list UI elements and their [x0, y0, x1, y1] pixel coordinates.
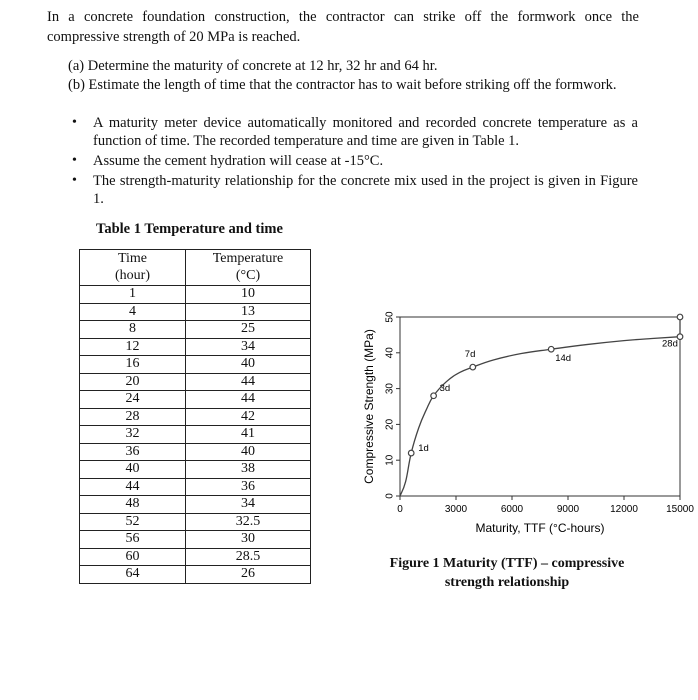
- time-cell: 40: [80, 461, 186, 479]
- data-point-7d: [470, 364, 476, 370]
- temperature-cell: 36: [186, 478, 311, 496]
- y-tick-label: 20: [384, 418, 396, 430]
- table-row: [80, 408, 311, 426]
- temperature-cell: 42: [186, 408, 311, 426]
- y-axis-label: Compressive Strength (MPa): [362, 329, 376, 484]
- time-header-line2: (hour): [115, 267, 150, 283]
- strength-curve: [400, 337, 680, 496]
- x-tick-label: 0: [397, 504, 403, 515]
- time-cell: 24: [80, 391, 186, 409]
- time-cell: 60: [80, 548, 186, 566]
- temperature-cell: 38: [186, 461, 311, 479]
- table-row: [80, 391, 311, 409]
- table-row: [80, 461, 311, 479]
- temperature-cell: 44: [186, 373, 311, 391]
- time-cell: 16: [80, 356, 186, 374]
- table-row: [80, 548, 311, 566]
- time-cell: 56: [80, 531, 186, 549]
- table-header-row: [80, 250, 311, 286]
- table-row: [80, 373, 311, 391]
- time-cell: 1: [80, 286, 186, 304]
- assumption-list: [66, 114, 638, 210]
- data-point-1d: [408, 450, 414, 456]
- temperature-cell: 40: [186, 356, 311, 374]
- table-row: [80, 338, 311, 356]
- data-point-3d: [431, 393, 437, 399]
- part-a: (a) Determine the maturity of concrete at 12 hr, 32 hr and 64 hr.: [68, 58, 438, 74]
- temperature-cell: 30: [186, 531, 311, 549]
- time-cell: 8: [80, 321, 186, 339]
- time-cell: 52: [80, 513, 186, 531]
- data-label-3d: 3d: [439, 382, 451, 394]
- x-tick-label: 15000: [666, 504, 694, 515]
- table-row: [80, 531, 311, 549]
- temperature-cell: 25: [186, 321, 311, 339]
- temperature-header-line1: Temperature: [212, 251, 284, 266]
- y-tick-label: 30: [384, 383, 396, 395]
- table-row: [80, 286, 311, 304]
- problem-intro: In a concrete foundation construction, the contractor can strike off the formwork once the compressive strength of 20 MPa is reached.: [47, 9, 639, 45]
- temperature-cell: 26: [186, 566, 311, 584]
- time-cell: 20: [80, 373, 186, 391]
- question-parts: [68, 57, 617, 95]
- temperature-cell: 41: [186, 426, 311, 444]
- temperature-cell: 44: [186, 391, 311, 409]
- time-cell: 36: [80, 443, 186, 461]
- data-label-28d: 28d: [662, 338, 678, 350]
- table-row: [80, 303, 311, 321]
- table-title: Table 1 Temperature and time: [96, 221, 283, 237]
- temperature-time-table: [79, 249, 311, 584]
- time-cell: 12: [80, 338, 186, 356]
- temperature-cell: 40: [186, 443, 311, 461]
- data-label-14d: 14d: [555, 353, 572, 365]
- data-point-28d: [677, 334, 683, 340]
- bullet-strength-maturity: • The strength-maturity relationship for the concrete mix used in the project is given in Figure 1.: [66, 172, 638, 208]
- temperature-cell: 28.5: [186, 548, 311, 566]
- temperature-header: [186, 250, 311, 286]
- temperature-cell: 13: [186, 303, 311, 321]
- x-tick-label: 12000: [610, 504, 638, 515]
- time-cell: 32: [80, 426, 186, 444]
- y-tick-label: 10: [384, 454, 396, 466]
- data-label-1d: 1d: [418, 443, 429, 455]
- time-cell: 48: [80, 496, 186, 514]
- part-b: (b) Estimate the length of time that the contractor has to wait before striking off the formwork.: [68, 77, 617, 93]
- x-tick-label: 9000: [556, 504, 580, 515]
- table-row: [80, 426, 311, 444]
- bullet-hydration: • Assume the cement hydration will cease at -15°C.: [66, 152, 638, 170]
- table-row: [80, 356, 311, 374]
- table-row: [80, 443, 311, 461]
- table-row: [80, 321, 311, 339]
- data-point-top: [677, 314, 683, 320]
- time-cell: 28: [80, 408, 186, 426]
- x-tick-label: 6000: [500, 504, 524, 515]
- plot-frame: [400, 317, 680, 496]
- temperature-cell: 34: [186, 496, 311, 514]
- table-row: [80, 513, 311, 531]
- table-row: [80, 496, 311, 514]
- temperature-cell: 10: [186, 286, 311, 304]
- data-label-7d: 7d: [464, 349, 476, 361]
- x-tick-label: 3000: [444, 504, 468, 515]
- time-cell: 44: [80, 478, 186, 496]
- y-tick-label: 0: [384, 493, 396, 499]
- strength-maturity-chart: [355, 300, 695, 545]
- table-row: [80, 478, 311, 496]
- time-cell: 4: [80, 303, 186, 321]
- time-cell: 64: [80, 566, 186, 584]
- figure-caption: Figure 1 Maturity (TTF) – compressive strength relationship: [389, 556, 625, 590]
- x-axis-label: Maturity, TTF (°C-hours): [475, 521, 605, 535]
- time-header-line1: Time: [117, 251, 148, 266]
- time-header: [80, 250, 186, 286]
- y-tick-label: 50: [384, 311, 396, 323]
- bullet-maturity-meter: • A maturity meter device automatically monitored and recorded concrete temperature as a function of time. The recorded temperature and time are given in Table 1.: [66, 114, 638, 150]
- temperature-cell: 34: [186, 338, 311, 356]
- temperature-header-line2: (°C): [235, 267, 261, 283]
- y-tick-label: 40: [384, 347, 396, 359]
- table-row: [80, 566, 311, 584]
- data-point-14d: [548, 346, 554, 352]
- temperature-cell: 32.5: [186, 513, 311, 531]
